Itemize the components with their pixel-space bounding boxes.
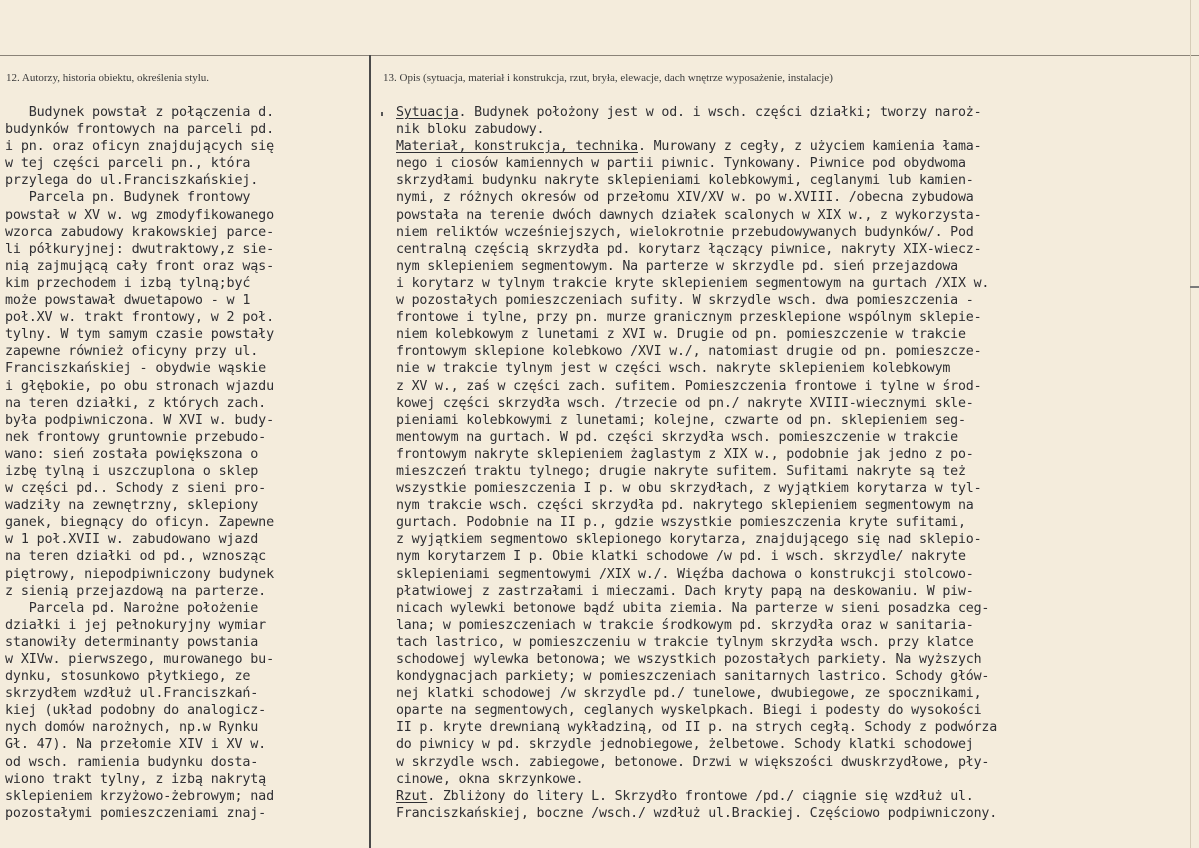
- description-text-line: [396, 480, 1190, 497]
- history-text-line: pozostałymi pomieszczeniami znaj-: [5, 805, 267, 821]
- section-label: Materiał, konstrukcja, technika: [396, 139, 638, 155]
- description-text: sklepieniami segmentowymi /XIX w./. Więźba dachowa o konstrukcji stolcowo-: [396, 566, 974, 582]
- description-text: gurtach. Podobnie na II p., gdzie wszystkie pomieszczenia kryte sufitami,: [396, 515, 966, 531]
- description-text-line: [396, 771, 1190, 788]
- history-text-line: kiej (układ podobny do analogicz-: [5, 703, 267, 719]
- description-text-line: [396, 702, 1190, 719]
- description-text: niem kolebkowym z lunetami z XVI w. Drugie od pn. pomieszczenie w trakcie: [396, 327, 966, 343]
- description-text-line: [396, 343, 1190, 360]
- history-text-line: dynku, stosunkowo płytkiego, ze: [5, 669, 251, 685]
- history-text-line: wano: sień została powiększona o: [5, 446, 259, 462]
- description-text: . Murowany z cegły, z użyciem kamienia łama-: [637, 139, 982, 155]
- description-text-line: [396, 155, 1190, 172]
- description-text-line: [396, 172, 1190, 189]
- history-text-line: z sienią przejazdową na parterze.: [5, 583, 267, 599]
- description-text-line: [396, 309, 1190, 326]
- margin-tick: [1190, 286, 1199, 288]
- history-text-line: budynków frontowych na parceli pd.: [5, 122, 275, 138]
- description-text: nik bloku zabudowy.: [396, 122, 545, 138]
- description-text-line: [396, 617, 1190, 634]
- history-text-line: w 1 poł.XVII w. zabudowano wjazd: [5, 532, 259, 548]
- description-text: kondygnacjach parkiety; w pomieszczeniach sanitarnych lastrico. Schody głów-: [396, 669, 990, 685]
- section-13-heading: 13. Opis (sytuacja, materiał i konstrukcja, rzut, bryła, elewacje, dach wnętrze wyposażenie, instalacje): [383, 72, 833, 84]
- description-text-line: [396, 600, 1190, 617]
- history-text-line: na teren działki, z których zach.: [5, 395, 267, 411]
- history-text-line: kim przechodem i izbą tylną;być: [5, 275, 251, 291]
- description-text-line: [396, 566, 1190, 583]
- description-text: do piwnicy w pd. skrzydle jednobiegowe, żelbetowe. Schody klatki schodowej: [396, 737, 974, 753]
- history-text-line: nek frontowy gruntownie przebudo-: [5, 429, 267, 445]
- section-label: Rzut: [396, 788, 428, 804]
- description-text: nym sklepieniem segmentowym. Na parterze w skrzydle pd. sień przejazdowa: [396, 258, 958, 274]
- history-text-column: [5, 104, 367, 822]
- history-text-line: stanowiły determinanty powstania: [5, 634, 259, 650]
- history-text-line: nych domów narożnych, np.w Rynku: [5, 720, 259, 736]
- description-text: cinowe, okna skrzynkowe.: [396, 771, 584, 787]
- description-text: nej klatki schodowej /w skrzydle pd./ tunelowe, dwubiegowe, ze spocznikami,: [396, 686, 982, 702]
- description-text-line: [396, 292, 1190, 309]
- history-text-line: poł.XV w. trakt frontowy, w 2 poł.: [5, 310, 275, 326]
- description-text-line: [396, 754, 1190, 771]
- history-text-line: sklepieniem krzyżowo-żebrowym; nad: [5, 788, 275, 804]
- description-text: kowej części skrzydła wsch. /trzecie od pn./ nakryte XVIII-wiecznymi skle-: [396, 395, 974, 411]
- history-text-line: była podpiwniczona. W XVI w. budy-: [5, 412, 275, 428]
- description-text: frontowe i tylne, przy pn. murze granicznym przesklepione wspólnym sklepie-: [396, 310, 982, 326]
- description-text: frontowym sklepione kolebkowo /XVI w./, natomiast drugie od pn. pomieszcze-: [396, 344, 982, 360]
- description-text-line: [396, 446, 1190, 463]
- description-text-line: [396, 241, 1190, 258]
- description-text: płatwiowej z zastrzałami i mieczami. Dach kryty papą na deskowaniu. W piw-: [396, 583, 974, 599]
- description-text-line: [396, 104, 1190, 121]
- history-text-line: może powstawał dwuetapowo - w 1: [5, 293, 251, 309]
- description-text: mieszczeń traktu tylnego; drugie nakryte sufitem. Sufitami nakryte są też: [396, 463, 966, 479]
- history-text-line: od wsch. ramienia budynku dosta-: [5, 754, 259, 770]
- description-text-line: [396, 531, 1190, 548]
- description-text: pieniami kolebkowymi z lunetami; kolejne, czwarte od pn. sklepieniem seg-: [396, 412, 966, 428]
- description-text: nicach wylewki betonowe bądź ubita ziemia. Na parterze w sieni posadzka ceg-: [396, 600, 990, 616]
- header-divider: [0, 55, 1199, 56]
- history-text-line: piętrowy, niepodpiwniczony budynek: [5, 566, 275, 582]
- description-text-line: [396, 651, 1190, 668]
- description-text-line: [396, 497, 1190, 514]
- description-text: nym trakcie wsch. części skrzydła pd. nakrytego sklepieniem segmentowym na: [396, 498, 974, 514]
- history-text-line: na teren działki od pd., wznosząc: [5, 549, 267, 565]
- column-divider: [369, 55, 371, 848]
- history-text-line: powstał w XV w. wg zmodyfikowanego: [5, 207, 275, 223]
- description-text: skrzydłami budynku nakryte sklepieniami kolebkowymi, ceglanymi lub kamien-: [396, 173, 974, 189]
- description-text-line: [396, 429, 1190, 446]
- section-label: Sytuacja: [396, 105, 459, 120]
- description-text: nymi, z różnych okresów od przełomu XIV/XV w. po w.XVIII. /obecna zybudowa: [396, 190, 974, 206]
- description-text-line: [396, 121, 1190, 138]
- description-text-line: [396, 634, 1190, 651]
- history-text-line: wiono trakt tylny, z izbą nakrytą: [5, 771, 267, 787]
- description-text: nego i ciosów kamiennych w partii piwnic. Tynkowany. Piwnice pod obydwoma: [396, 156, 966, 172]
- history-text-line: ganek, biegnący do oficyn. Zapewne: [5, 515, 275, 531]
- description-text: . Budynek położony jest w od. i wsch. części działki; tworzy naroż-: [458, 105, 982, 120]
- history-text-line: wadziły na zewnętrzny, sklepiony: [5, 498, 259, 514]
- description-text-line: [396, 138, 1190, 155]
- description-text-line: [396, 668, 1190, 685]
- history-text-line: wzorca zabudowy krakowskiej parce-: [5, 224, 275, 240]
- history-text-line: w XIVw. pierwszego, murowanego bu-: [5, 652, 275, 667]
- margin-mark: [381, 112, 383, 116]
- history-text-line: li półkuryjnej: dwutraktowy,z sie-: [5, 241, 275, 257]
- history-text-line: izbę tylną i uszczuplona o sklep: [5, 463, 259, 479]
- description-text-line: [396, 685, 1190, 702]
- history-text-line: działki i jej pełnokuryjny wymiar: [5, 617, 267, 633]
- history-text-line: i pn. oraz oficyn znajdujących się: [5, 139, 275, 155]
- description-text: . Zbliżony do litery L. Skrzydło frontowe /pd./ ciągnie się wzdłuż ul.: [427, 788, 974, 804]
- description-text-line: [396, 548, 1190, 565]
- description-text: i korytarz w tylnym trakcie kryte sklepieniem segmentowym na gurtach /XIX w.: [396, 275, 990, 291]
- description-text: oparte na segmentowych, ceglanych wyskelpkach. Biegi i podesty do wysokości: [396, 703, 982, 719]
- history-text-line: Parcela pd. Narożne położenie: [5, 600, 259, 616]
- history-text-line: w tej części parceli pn., która: [5, 156, 251, 172]
- description-text-line: [396, 395, 1190, 412]
- history-text-line: Budynek powstał z połączenia d.: [5, 105, 275, 120]
- description-text: nym korytarzem I p. Obie klatki schodowe /w pd. i wsch. skrzydle/ nakryte: [396, 549, 966, 565]
- description-text-line: [396, 463, 1190, 480]
- history-text-line: i głębokie, po obu stronach wjazdu: [5, 378, 275, 394]
- description-text-line: [396, 207, 1190, 224]
- description-text: nie w trakcie tylnym jest w części wsch. nakryte sklepieniem kolebkowym: [396, 361, 951, 377]
- description-text: w pozostałych pomieszczeniach sufity. W skrzydle wsch. dwa pomieszczenia -: [396, 293, 974, 309]
- history-text-line: Gł. 47). Na przełomie XIV i XV w.: [5, 737, 267, 753]
- description-text-line: [396, 258, 1190, 275]
- history-text-line: w części pd.. Schody z sieni pro-: [5, 481, 267, 497]
- history-text-line: skrzydłem wzdłuż ul.Franciszkań-: [5, 686, 259, 702]
- description-text: wszystkie pomieszczenia I p. w obu skrzydłach, z wyjątkiem korytarza w tyl-: [396, 481, 982, 497]
- history-text-line: zapewne również oficyny przy ul.: [5, 344, 259, 360]
- right-edge: [1190, 0, 1199, 848]
- description-text: mentowym na gurtach. W pd. części skrzydła wsch. pomieszczenie w trakcie: [396, 429, 958, 445]
- history-text-line: Parcela pn. Budynek frontowy: [5, 190, 251, 206]
- description-text-line: [396, 788, 1190, 805]
- description-text: niem reliktów wcześniejszych, wielokrotnie przebudowywanych budynków/. Pod: [396, 224, 974, 240]
- description-text-line: [396, 583, 1190, 600]
- description-text: schodowej wylewka betonowa; we wszystkich pozostałych parkiety. Na wyższych: [396, 652, 982, 667]
- description-text: w skrzydle wsch. zabiegowe, betonowe. Drzwi w większości dwuskrzydłowe, pły-: [396, 754, 990, 770]
- description-text: frontowym nakryte sklepieniem żaglastym z XIX w., podobnie jak jedno z po-: [396, 446, 974, 462]
- history-text-line: przylega do ul.Franciszkańskiej.: [5, 173, 259, 189]
- description-text: centralną częścią skrzydła pd. korytarz łączący piwnice, nakryty XIX-wiecz-: [396, 241, 982, 257]
- description-text: Franciszkańskiej, boczne /wsch./ wzdłuż ul.Brackiej. Częściowo podpiwniczony.: [396, 805, 998, 821]
- description-text-line: [396, 275, 1190, 292]
- description-text: tach lastrico, w pomieszczeniu w trakcie tylnym skrzydła wsch. przy klatce: [396, 634, 974, 650]
- description-text-line: [396, 412, 1190, 429]
- description-text-line: [396, 719, 1190, 736]
- description-text-line: [396, 326, 1190, 343]
- section-12-heading: 12. Autorzy, historia obiektu, określenia stylu.: [6, 72, 210, 84]
- description-text: z XV w., zaś w części zach. sufitem. Pomieszczenia frontowe i tylne w środ-: [396, 378, 982, 394]
- description-text: z wyjątkiem segmentowo sklepionego korytarza, znajdującego się nad sklepio-: [396, 532, 982, 548]
- description-text-line: [396, 360, 1190, 377]
- description-text-line: [396, 189, 1190, 206]
- description-text: powstała na terenie dwóch dawnych działek scalonych w XIX w., z wykorzysta-: [396, 207, 982, 223]
- description-text-column: [396, 104, 1190, 822]
- description-text-line: [396, 224, 1190, 241]
- description-text: lana; w pomieszczeniach w trakcie środkowym pd. skrzydła oraz w sanitaria-: [396, 617, 974, 633]
- description-text-line: [396, 378, 1190, 395]
- description-text-line: [396, 805, 1190, 822]
- history-text-line: nią zajmującą cały front oraz wąs-: [5, 258, 275, 274]
- history-text-line: tylny. W tym samym czasie powstały: [5, 327, 275, 343]
- description-text-line: [396, 514, 1190, 531]
- description-text-line: [396, 736, 1190, 753]
- description-text: II p. kryte drewnianą wykładziną, od II p. na strych cegłą. Schody z podwórza: [396, 720, 998, 736]
- history-text-line: Franciszkańskiej - obydwie wąskie: [5, 361, 267, 377]
